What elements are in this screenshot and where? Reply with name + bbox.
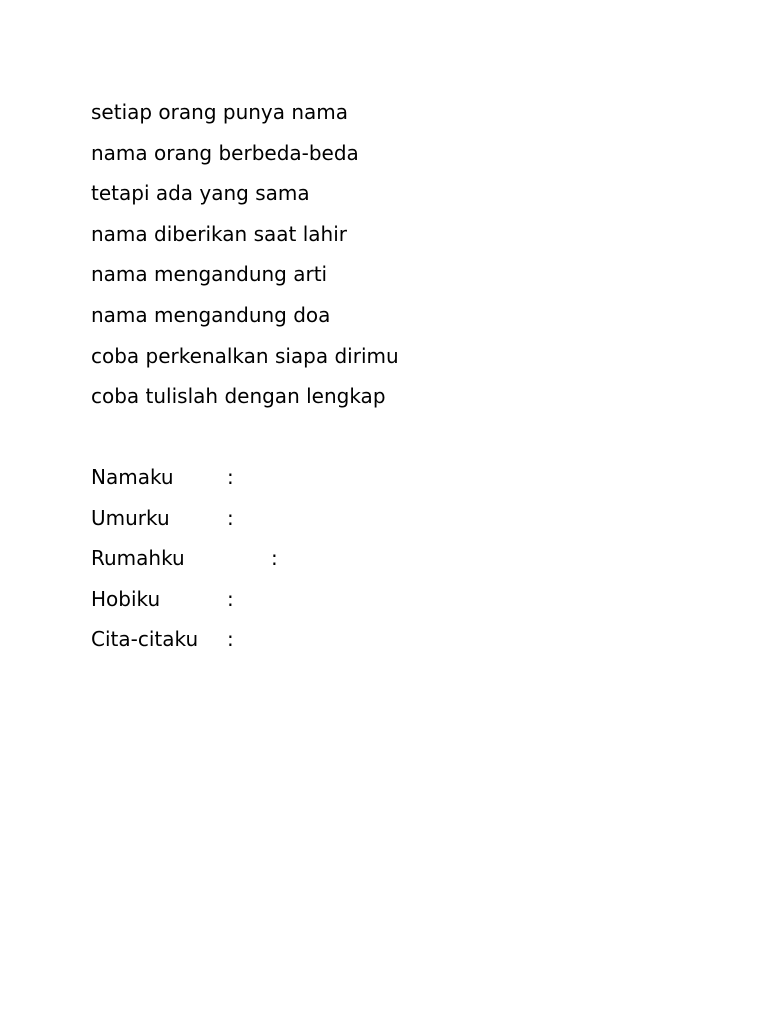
form-label-umurku: Umurku — [91, 505, 170, 530]
poem — [91, 92, 399, 417]
poem-line: nama orang berbeda-beda — [91, 140, 359, 165]
form-label-rumahku: Rumahku — [91, 546, 185, 571]
form-separator: : — [227, 505, 234, 530]
form-separator: : — [271, 546, 278, 571]
poem-line: coba tulislah dengan lengkap — [91, 384, 386, 409]
poem-line: nama diberikan saat lahir — [91, 221, 347, 246]
form-separator: : — [227, 465, 234, 489]
poem-line: nama mengandung arti — [91, 262, 328, 287]
poem-line: tetapi ada yang sama — [91, 181, 310, 206]
form-label-hobiku: Hobiku — [91, 586, 161, 611]
poem-line: nama mengandung doa — [91, 302, 331, 327]
poem-line: coba perkenalkan siapa dirimu — [91, 343, 399, 368]
form-separator: : — [227, 627, 234, 652]
form-label-cita-citaku: Cita-citaku — [91, 627, 199, 652]
form-label-namaku: Namaku — [91, 465, 174, 489]
poem-line: setiap orang punya nama — [91, 100, 349, 124]
form-separator: : — [227, 586, 234, 611]
